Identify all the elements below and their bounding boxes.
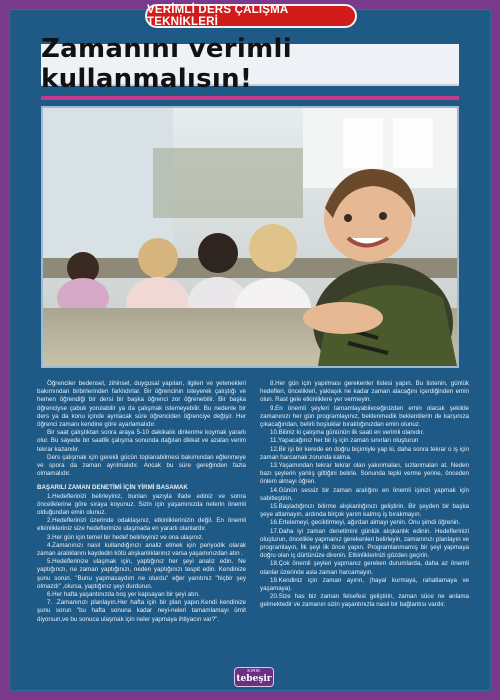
list-item: 10.Biliniz ki çalışma gününün ilk saati en verimli olanıdır.	[270, 429, 425, 437]
list-item: 7. .Zamanınızı planlayın.Her hafta için bir plan yapın.Kendi kendinize şunu sorun "bu hafta sonuna kadar neyi-neleri tamamlamayı ümit diyorsun,ve bu sonuca ulaşmak için neler yapmaya ihtiyacın var?".	[37, 599, 246, 623]
list-item: 18.Çok önemli şeyleri yapmanız gereken durumlarda, daha az önemli olanlar üzerinde asla zaman harcamayın.	[260, 560, 469, 576]
left-column	[37, 380, 246, 676]
list-item: 9.En önemli şeyleri tamamlayabileceğinizden emin olacak şekilde zamanınızı her gün programlayınız, beklenmedik beklentilerin de karşınıza çıkacağından, belirli boşluklar bıraktığınızdan emin olunuz.	[260, 404, 469, 429]
list-item: 5.Hedeflerinize ulaşmak için, yaptığınız her şeyi analiz edin. Ne yaptığınızı, ne zaman yaptığınızı, neden yaptığınızı tespit edin. Kendinize şunu sorun. "Bunu yapmasaydım ne olurdu" eğer yanıtınız "hiçbir şey olmazdı" ,olursa, yaptığınız şeyi durdurun.	[37, 558, 246, 590]
right-column	[260, 380, 469, 676]
paragraph: Ders çalışmak için gerekli gücün toplanabilmesi bakımından eğlenmeye ve spora da zaman ayrılmalıdır. Ancak bu süre gereğinden fazla olmamalıdır.	[37, 453, 246, 478]
classroom-children-photo	[41, 106, 459, 368]
list-item: 19.Kendiniz için zaman ayırın, (hayal kurmaya, rahatlamaya ve yaşamaya).	[260, 576, 469, 593]
list-item: 16.Ertelemeyi, geciktirmeyi, ağırdan almayı yenin. Onu şimdi öğrenin.	[270, 519, 461, 527]
list-item: 14.Günün sessiz bir zaman aralığını en önemli işinizi yapmak için sabitleştirin.	[260, 486, 469, 502]
list-item: 3.Her gün için temel bir hedef belirleyiniz ve ona ulaşınız.	[47, 533, 204, 541]
section-heading: BAŞARILI ZAMAN DENETİMİ İÇİN YİRMİ BASAMAK	[37, 484, 188, 492]
list-item: 13.Yaşamından tekrar tekrar olan yakınmaları, sızlanmaları at. Neden bazı şeylerin yanlış gittiğini belirle. Sonunda tepki verme yerine, önceden önlem almayı öğren.	[260, 462, 469, 486]
list-item: 11.Yapacağınız her bir iş için zaman sınırları oluşturun	[270, 437, 419, 445]
header-badge: VERİMLİ DERS ÇALIŞMA TEKNİKLERİ	[145, 4, 357, 28]
list-item: 17.Daha iyi zaman denetimini günlük alışkanlık edinin. Hedeflerinizi oluşturun, öncelikle yapmanız gerekenleri belirleyin, zamanınızı planlayın ve programlayın, İlk şeyi ilk önce yapın. Programlanmamış bir şeyi yapmaya doğru olan iç dürtünüze direnin. Etkinliklerinizi gözden geçirin.	[260, 527, 469, 560]
title-box	[41, 34, 459, 94]
article-body	[37, 380, 469, 676]
logo-bottom-text: tebeşir	[236, 674, 272, 684]
paragraph: Öğrenciler bedensel, zihinsel, duygusal yapıları, ilgileri ve yetenekleri bakımından birbirlerinden farklıdırlar. Bir öğrencinin isteyerek çalıştığı ve hemen öğrendiği bir dersi bir başka öğrenci zor öğrenebilir. Bir başka öğrenciyse çabuk yorulabilir ya da çalışmak istemeyebilir. Bu nedenle bir ders ya da konu içinde ayrılacak süre öğrenciden öğrenciye değişir. Her öğrenci zamanı kendine göre ayarlamalıdır.	[37, 380, 246, 429]
publisher-logo	[234, 667, 274, 687]
paragraph: Bir saat çalıştıktan sonra araya 5-10 dakikalık dinlenme koymak yararlı olur. Bu sayede bir saatlik çalışma sonunda dağılan dikkat ve azalan verim tekrar kazanılır.	[37, 429, 246, 453]
logo-top-text: KIRIK	[247, 668, 261, 673]
list-item: 20.Size has biz zaman felsefesi geliştirin, zaman süce ne anlama gelmektedir ve zamanın sizin yaşantınızla nasıl bir bağlantısı vardır.	[260, 593, 469, 609]
classroom-photo-icon	[43, 108, 457, 366]
list-item: 6.Her hafta yaşantınızda boş yer kapsayan bir şeyi atın.	[47, 591, 200, 599]
list-item: 1.Hedeflerinizi belirleyiniz, bunları yazıyla ifade ediniz ve sonra önceliklerine göre sıraya koyunuz. Sizin için yaşamınızda nelerin önemli olduğundan emin olunuz.	[37, 492, 246, 517]
list-item: 15.Başladığınızı bitirme alışkanlığınızı geliştirin. Bir şeyden bir başka şeye atlamayın, ardında birçok yarım kalmış iş bırakmayın.	[260, 503, 469, 519]
list-item: 8.Her gün için yapılması gerekenler listesi yapın. Bu listenin, günlük hedefleri, öncelikleri, yaklaşık ne kadar zaman alacağını içerdiğinden emin olun. Rast gele etkinliklere yer vermeyin.	[260, 380, 469, 404]
page-title: Zamanını verimli kullanmalısın!	[41, 34, 292, 94]
list-item: 12.Bir işi bir kerede en doğru biçimiyle yap ki, daha sonra tekrar o iş için zaman harcamak zorunda kalma.	[260, 445, 469, 461]
list-item: 2.Hedeflerinizi üzerinde odaklaşınız, etkinliklerinizin değil. En önemli etkinlikleriniz size hedeflerinize ulaşmada en yararlı olanlardır.	[37, 517, 246, 533]
list-item: 4.Zamanınızı nasıl kullandığınızı analiz etmek için periyodik olarak zaman aralıklarını kaydedin kötü alışkanlıklarınız varsa yaşamınızdan atın .	[37, 541, 246, 558]
title-divider	[41, 96, 459, 100]
